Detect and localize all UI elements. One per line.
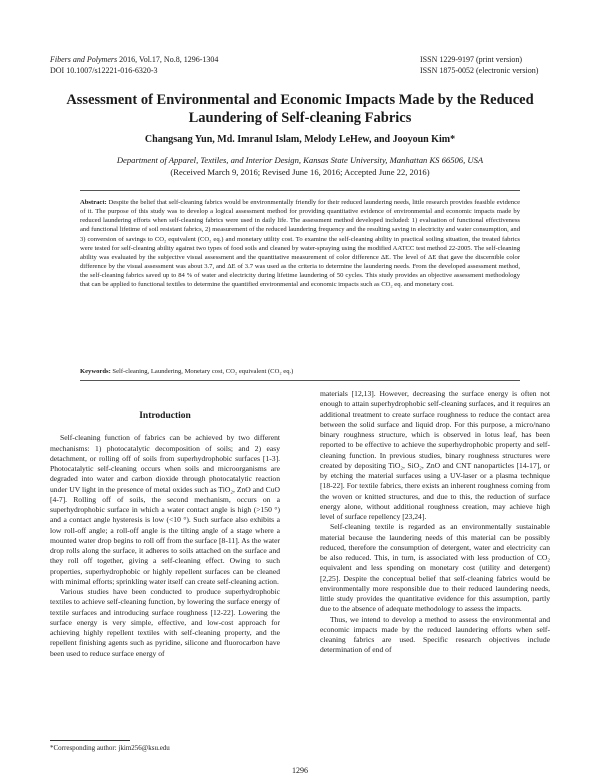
received-dates: (Received March 9, 2016; Revised June 16, 2016; Accepted June 22, 2016) (170, 167, 430, 177)
section-heading-introduction: Introduction (139, 411, 191, 421)
intro-paragraph-4: Self-cleaning textile is regarded as an environmentally sustainable material because the laundering needs of this material can be possibly reduced, therefore the consumption of detergent, water and electricity can be also reduced. This, in turn, is associated with less production of CO₂ equivalent and less spending on monetary cost (utility and detergent) [2,25]. Despite the conceptual belief that self-cleaning fabrics would be environmentally more responsible due to their reduced laundering needs, little study provides the quantitative evidence for this assumption, partly due to the absence of adequate methodology to assess the impacts. (320, 522, 550, 614)
paper-title: Assessment of Environmental and Economic Impacts Made by the Reduced Laundering of Self-cleaning Fabrics (66, 92, 534, 126)
journal-volume: 2016, Vol.17, No.8, 1296-1304 (117, 55, 219, 64)
left-column (50, 381, 280, 659)
author-list: Changsang Yun, Md. Imranul Islam, Melody LeHew, and Jooyoun Kim* (144, 134, 456, 145)
intro-paragraph-5: Thus, we intend to develop a method to assess the environmental and economic impacts made by the reduced laundering efforts when self-cleaning fabrics are used. Specific research objectives include determination of end of (320, 614, 550, 655)
journal-citation (50, 54, 218, 65)
issn-print: ISSN 1229-9197 (print version) (420, 55, 522, 64)
right-column (320, 389, 550, 656)
keywords-text: Self-cleaning, Laundering, Monetary cost, CO₂ equivalent (CO₂ eq.) (110, 368, 294, 375)
doi: DOI 10.1007/s12221-016-6320-3 (50, 66, 158, 75)
footnote-rule (50, 740, 130, 741)
keywords-label: Keywords: (80, 368, 111, 375)
issn-electronic: ISSN 1875-0052 (electronic version) (420, 66, 539, 75)
abstract-text: Despite the belief that self-cleaning fabrics would be environmentally friendly for their reduced laundering needs, little research provides feasible evidence of it. The purpose of this study was to develop a logical assessment method for providing quantitative evidence of environmental and economic impacts made by reduced laundering efforts when self-cleaning fabrics were used in daily life. The assessment method developed included: 1) evaluation of functional effectiveness and functional lifetime of soil resistant fabrics, 2) measurement of the reduced laundering frequency and the resulting saving in electricity and water consumption, and 3) conversion of savings to CO₂ equivalent (CO₂ eq.) and monetary utility cost. To examine the self-cleaning ability in practical soiling situation, the treated fabrics were tested for self-cleaning ability against two types of food soils and cleaned by water-spraying using the modified AATCC test method 22-2005. The self-cleaning ability was evaluated by the subjective visual assessment and the quantitative measurement of color difference ΔE. The level of ΔE that gave the discernible color difference by the visual assessment was about 3.7, and ΔE of 3.7 was used as the criteria to determine the laundering needs. From the developed assessment method, the self-cleaning fabrics saved up to 84 % of water and electricity during lifetime laundering of 50 cycles. This study provides an objective assessment methodology that can be applied to functional textiles to determine the quantified environmental and economic impacts such as CO₂ eq. and monetary cost. (80, 199, 520, 289)
journal-header (50, 54, 218, 76)
journal-name: Fibers and Polymers (50, 55, 118, 64)
intro-paragraph-1: Self-cleaning function of fabrics can be achieved by two different mechanisms: 1) photocatalytic decomposition of soils; and 2) easy detachment, or rolling off of soils from superhydrophobic surfaces [1-3]. Photocatalytic self-cleaning occurs when soils and microorganisms are degraded into water and carbon dioxide through photocatalytic reaction under UV light in the presence of metal oxides such as TiO₂, ZnO and CuO [4-7]. Rolling off of soils, the second mechanism, occurs on a superhydrophobic surface in which a water contact angle is high (>150 °) and a contact angle hysteresis is low (<10 °). Such surface also exhibits a low roll-off angle; a roll-off angle is the tilting angle of a stage where a mounted water drop begins to roll off from the surface [8-11]. As the water drop rolls along the surface, it adheres to soils attached on the surface and they roll off together, giving a self-cleaning effect. Owing to such properties, superhydrophobic or highly repellent surfaces can be cleaned with minimal efforts; sprinkling water itself can create self-cleaning action. (50, 433, 280, 586)
abstract-label: Abstract: (80, 199, 107, 206)
corresponding-author-footnote: *Corresponding author: jkim256@ksu.edu (50, 744, 170, 752)
abstract-top-rule (80, 190, 520, 191)
abstract (80, 198, 520, 290)
intro-paragraph-2: Various studies have been conducted to produce superhydrophobic textiles to achieve self-cleaning function, by lowering the surface energy of textile surfaces and introducing surface roughness [12-22]. Lowering the surface energy is very simple, effective, and low-cost approach for achieving highly repellent textiles with self-cleaning property, and the repellent finishing agents such as pyridine, silicone and fluorocarbon have been used to reduce surface energy of (50, 587, 280, 658)
intro-paragraph-3: materials [12,13]. However, decreasing the surface energy is often not enough to attain superhydrophobic self-cleaning surfaces, and it requires an additional treatment to create surface roughness to reduce the contact area between the solid surface and liquid drop. For this purpose, a micro/nano binary roughness structure, which is observed in lotus leaf, has been reported to be effective to achieve the superhydrophobic property and self-cleaning function. In previous studies, binary roughness structures were created by depositing TiO₂, SiO₂, ZnO and CNT nanoparticles [14-17], or by etching the material surfaces using a UV-laser or a plasma technique [18-22]. For textile fabrics, there exists an inherent roughness coming from the woven or knitted structures, and due to this, the reduction of surface energy alone, without additional roughness creation, may achieve high level of surface repellency [23,24]. (320, 389, 550, 521)
keywords (80, 367, 520, 376)
page-number: 1296 (292, 766, 308, 775)
affiliation: Department of Apparel, Textiles, and Interior Design, Kansas State University, Manhattan KS 66506, USA (116, 155, 484, 165)
issn-block (420, 54, 538, 76)
